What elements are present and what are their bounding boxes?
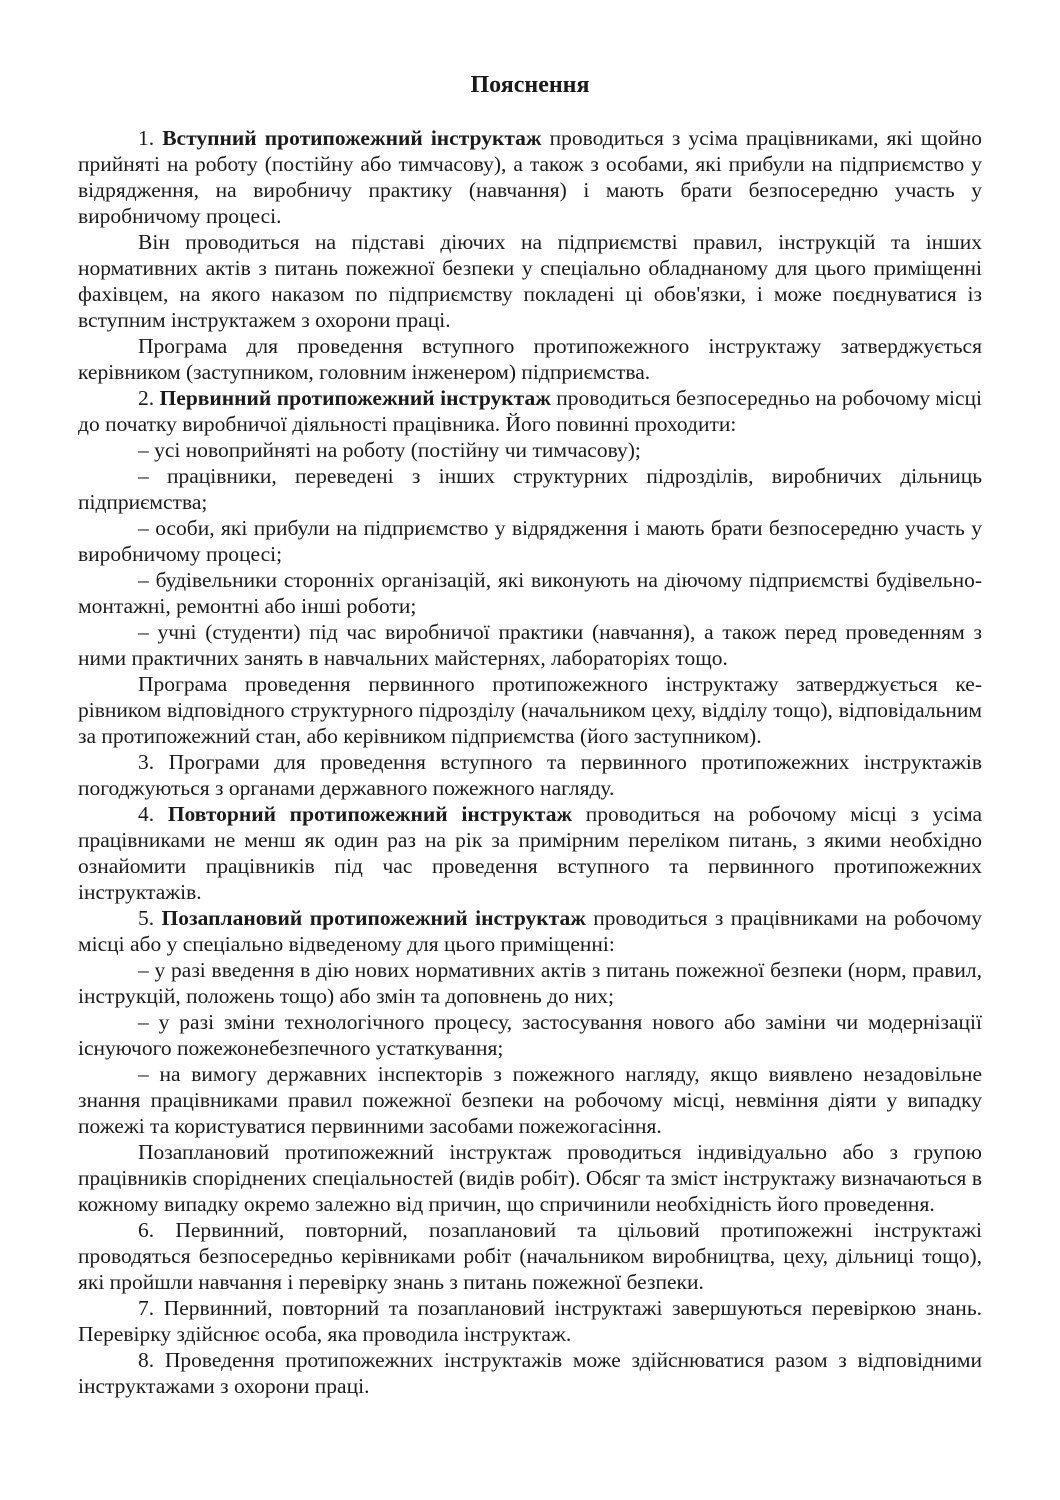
paragraph-text: – у разі зміни технологічного процесу, застосування нового або заміни чи модернізації існуючого пожежонебезпечного устаткування;: [78, 1010, 982, 1060]
paragraph-text: – на вимогу державних інспекторів з пожежного нагляду, якщо виявлено незадовільне знання працівниками правил пожежної безпеки на робочому місці, невміння діяти у випадку пожежі та користуватися первинними засобами пожежогасіння.: [78, 1062, 982, 1138]
paragraph: [78, 1217, 982, 1295]
paragraph-number: 3.: [138, 750, 169, 774]
paragraph-text: проводиться з усіма працівниками, які щойно прийняті на роботу (постійну або тимчасову), а також з особами, які прибули на підприємство у відрядження, на виробничу практику (навчання) і мають брати безпосередню участь у виробничому процесі.: [78, 126, 982, 228]
paragraph-text: проводиться на робочому місці з усіма працівниками не менш як один раз на рік за примірним переліком питань, з якими необхідно ознайомити працівників під час проведення вступного та первинного протипожежних інструктажів.: [78, 802, 983, 904]
paragraph-number: 6.: [138, 1218, 176, 1242]
paragraph-number: 7.: [138, 1296, 164, 1320]
paragraph: [78, 1347, 982, 1399]
paragraph: [78, 905, 982, 957]
paragraph-number: 2.: [138, 386, 160, 410]
paragraph-text: – учні (студенти) під час виробничої практики (навчання), а також перед проведенням з ними практичних занять в навчальних майстернях, лабораторіях тощо.: [78, 620, 982, 670]
paragraph-text: Первинний, повторний, позаплановий та цільовий протипожежні інструктажі проводяться безпосередньо керівниками робіт (начальником виробництва, цеху, дільниці тощо), які пройшли навчання і перевірку знань з питань пожежної безпеки.: [78, 1218, 982, 1294]
paragraph: [78, 333, 982, 385]
paragraph-text: Позаплановий протипожежний інструктаж проводиться індивідуально або з групою працівників споріднених спеціальностей (видів робіт). Обсяг та зміст інструктажу визначаються в кожному випадку окремо залежно від причин, що спричинили необхідність його проведення.: [78, 1140, 982, 1216]
paragraph-number: 1.: [138, 126, 163, 150]
paragraph-number: 8.: [138, 1348, 165, 1372]
paragraph: [78, 1295, 982, 1347]
paragraph-term: Позаплановий протипожежний інструктаж: [161, 906, 586, 930]
paragraph-text: Програми для проведення вступного та первинного протипожежних інструктажів погоджуються з органами державного пожежного нагляду.: [78, 750, 983, 800]
paragraph: [78, 515, 982, 567]
paragraph-text: проводиться безпосередньо на робочому місці до початку виробничої діяльності працівника. Його повинні проходити:: [78, 386, 982, 436]
paragraph: [78, 229, 982, 333]
paragraph: [78, 957, 982, 1009]
paragraph-term: Первинний протипожежний інструктаж: [159, 386, 551, 410]
paragraph-number: 5.: [138, 906, 162, 930]
paragraph: [78, 437, 982, 463]
paragraph: [78, 125, 982, 229]
paragraph-term: Вступний протипожежний інструктаж: [162, 126, 542, 150]
paragraph-text: – особи, які прибули на підприємство у відрядження і мають брати безпосередню участь у виробничому процесі;: [78, 516, 982, 566]
paragraph: [78, 1139, 982, 1217]
paragraph-text: – усі новоприйняті на роботу (постійну чи тимчасову);: [138, 438, 641, 462]
paragraph-text: Програма для проведення вступного протипожежного інструктажу затверджується керівником (заступником, головним інженером) підприємства.: [78, 334, 982, 384]
paragraph-text: Проведення протипожежних інструктажів може здійснюватися разом з відповідними інструктажами з охорони праці.: [78, 1348, 982, 1398]
paragraph-text: проводиться з працівниками на робочому місці або у спеціально відведеному для цього приміщенні:: [78, 906, 982, 956]
paragraph-text: – у разі введення в дію нових нормативних актів з питань пожежної безпеки (норм, правил, інструкцій, положень тощо) або змін та доповнень до них;: [78, 958, 982, 1008]
document-page: [78, 70, 982, 1399]
paragraph: [78, 801, 982, 905]
paragraph: [78, 463, 982, 515]
paragraph-term: Повторний протипожежний інструктаж: [167, 802, 573, 826]
paragraph: [78, 1061, 982, 1139]
paragraph: [78, 619, 982, 671]
paragraph: [78, 671, 982, 749]
paragraph-text: Програма проведення первинного протипожежного інструктажу затверджується керівником відповідного структурного підрозділу (начальником цеху, відділу тощо), відповідальним за протипожежний стан, або керівником підприємства (його заступником).: [78, 672, 982, 748]
paragraph: [78, 385, 982, 437]
paragraph-text: Він проводиться на підставі діючих на підприємстві правил, інструкцій та інших нормативних актів з питань пожежної безпеки у спеціально обладнаному для цього приміщенні фахівцем, на якого наказом по підприємству покладені ці обов'язки, і може поєднуватися із вступним інструктажем з охорони праці.: [78, 230, 982, 332]
paragraph-text: – будівельники сторонніх організацій, які виконують на діючому підприємстві будівельно-монтажні, ремонтні або інші роботи;: [78, 568, 982, 618]
paragraph: [78, 567, 982, 619]
paragraph-number: 4.: [138, 802, 168, 826]
paragraph-text: – працівники, переведені з інших структурних підрозділів, виробничих дільниць підприємства;: [78, 464, 982, 514]
paragraph-text: Первинний, повторний та позаплановий інструктажі завершуються перевіркою знань. Перевірку здійснює особа, яка проводила інструктаж.: [78, 1296, 982, 1346]
paragraph: [78, 1009, 982, 1061]
paragraph: [78, 749, 982, 801]
page-title: Пояснення: [470, 72, 590, 98]
document-body: [78, 125, 982, 1399]
